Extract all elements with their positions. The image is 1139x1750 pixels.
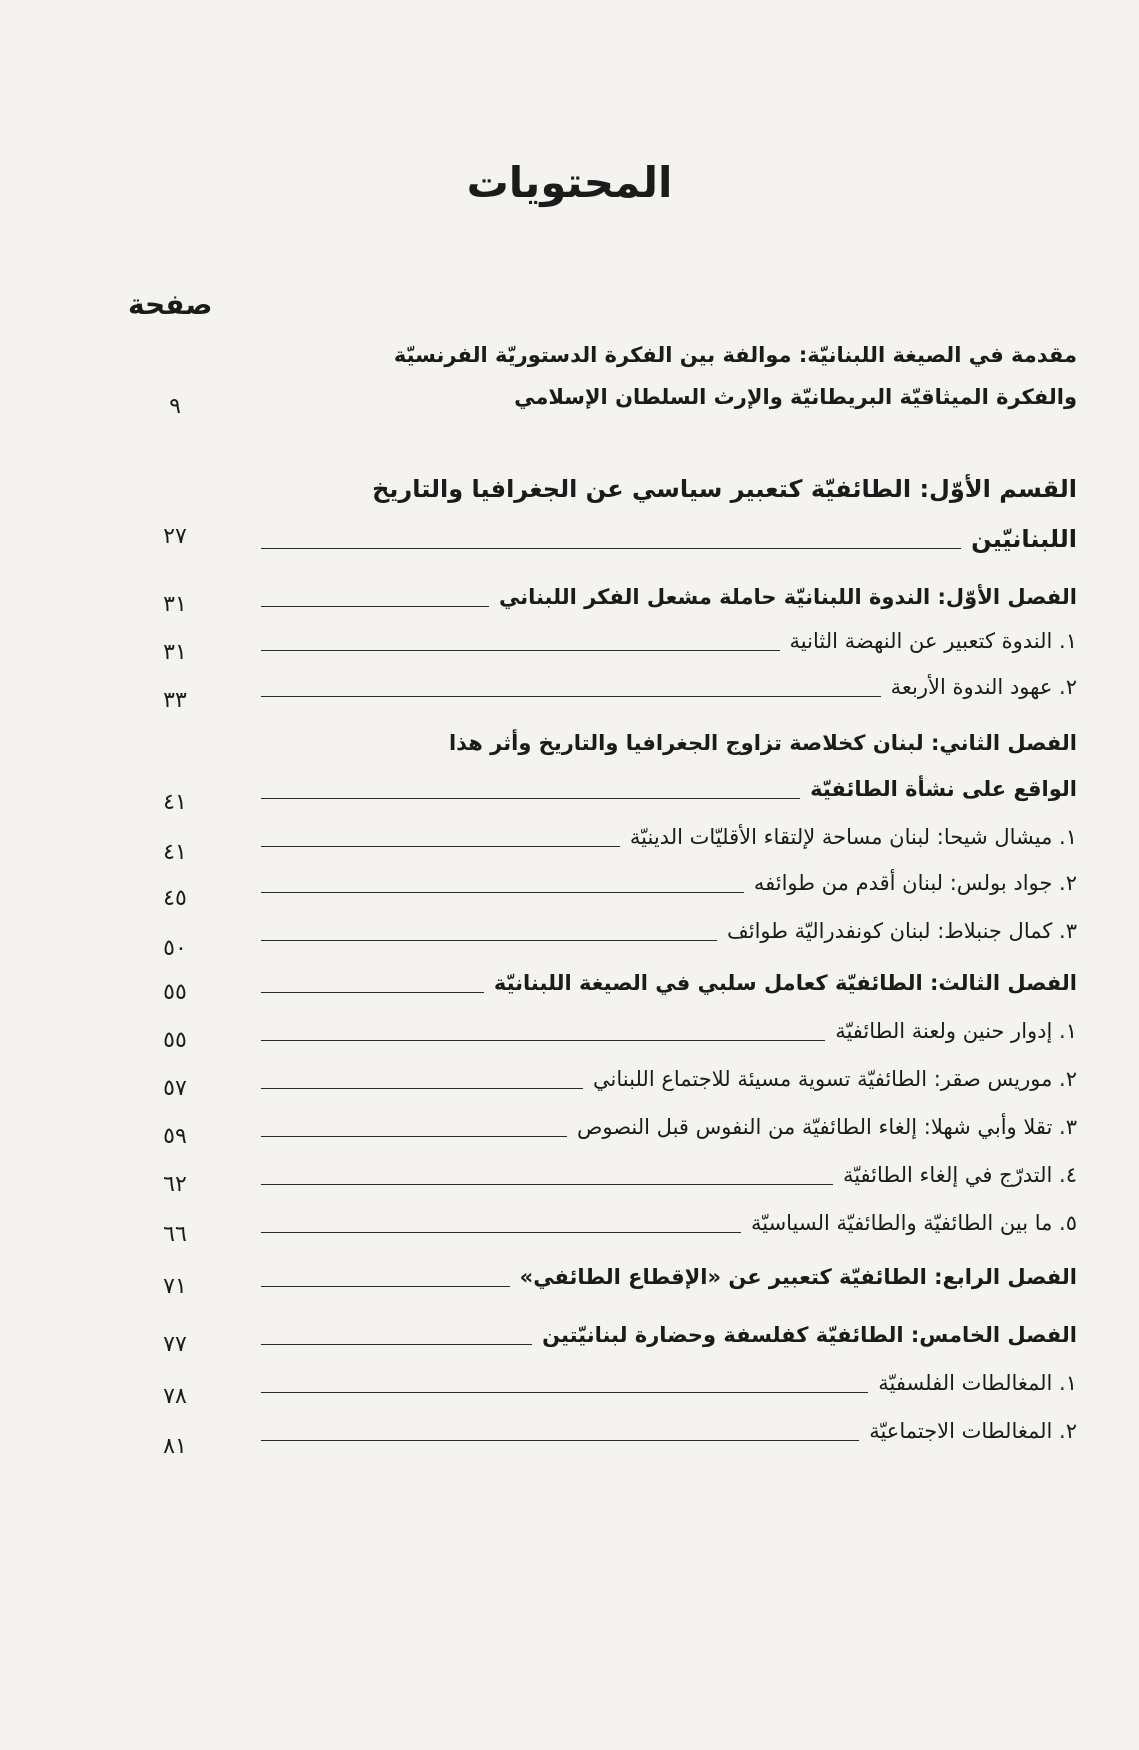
toc-entry-line xyxy=(247,1108,1077,1146)
toc-entry-text: ٤. التدرّج في إلغاء الطائفيّة xyxy=(842,1163,1077,1187)
toc-entry-text: ٢. عهود الندوة الأربعة xyxy=(890,675,1077,699)
toc-entry-text: ١. المغالطات الفلسفيّة xyxy=(878,1371,1077,1395)
toc-entry-line xyxy=(247,622,1077,660)
toc-entry-line xyxy=(247,470,1077,508)
toc-entry-text: ١. الندوة كتعبير عن النهضة الثانية xyxy=(789,629,1077,653)
toc-page-number: ٥٩ xyxy=(163,1124,187,1149)
toc-entry-text: ٢. موريس صقر: الطائفيّة تسوية مسيئة للاجتماع اللبناني xyxy=(593,1067,1077,1091)
toc-page-number: ٥٠ xyxy=(163,936,187,961)
leader-line xyxy=(261,1344,532,1345)
toc-entry-text: الفصل الرابع: الطائفيّة كتعبير عن «الإقطاع الطائفي» xyxy=(519,1265,1077,1289)
toc-entry-text: الفصل الثالث: الطائفيّة كعامل سلبي في الصيغة اللبنانيّة xyxy=(493,971,1077,995)
leader-line xyxy=(261,548,961,549)
toc-entry-line xyxy=(247,578,1077,616)
leader-line xyxy=(261,1184,833,1185)
leader-line xyxy=(261,1040,825,1041)
toc-page-number: ٤١ xyxy=(163,840,187,865)
toc-page-number: ٢٧ xyxy=(163,524,187,549)
toc-page-number: ٥٥ xyxy=(163,1028,187,1053)
toc-page-number: ٤١ xyxy=(163,790,187,815)
toc-entry-line xyxy=(247,336,1077,374)
toc-entry-line xyxy=(247,964,1077,1002)
toc-entry-line xyxy=(247,520,1077,558)
toc-page-number: ٣٣ xyxy=(163,688,187,713)
toc-page-number: ٦٢ xyxy=(163,1172,187,1197)
toc-entry-line xyxy=(247,668,1077,706)
page-column-label: صفحة xyxy=(128,288,213,321)
toc-page-number: ٤٥ xyxy=(163,886,187,911)
toc-entry-text: ٣. كمال جنبلاط: لبنان كونفدراليّة طوائف xyxy=(727,919,1077,943)
toc-page-number: ٧٨ xyxy=(163,1384,187,1409)
page-title: المحتويات xyxy=(466,158,673,207)
toc-entry-text: ٥. ما بين الطائفيّة والطائفيّة السياسيّة xyxy=(750,1211,1077,1235)
toc-entry-line xyxy=(247,378,1077,416)
toc-page-number: ٧٧ xyxy=(163,1332,187,1357)
toc-entry-text: ٢. جواد بولس: لبنان أقدم من طوائفه xyxy=(753,871,1077,895)
leader-line xyxy=(261,892,744,893)
leader-line xyxy=(261,1136,567,1137)
toc-page-number: ٧١ xyxy=(163,1274,187,1299)
toc-entry-line xyxy=(247,864,1077,902)
toc-entry-line xyxy=(247,1258,1077,1296)
toc-entry-line xyxy=(247,770,1077,808)
toc-entry-line xyxy=(247,1012,1077,1050)
toc-entry-text: الواقع على نشأة الطائفيّة xyxy=(810,777,1077,801)
toc-entry-line xyxy=(247,1156,1077,1194)
toc-entry-text: الفصل الخامس: الطائفيّة كفلسفة وحضارة لبنانيّتين xyxy=(542,1323,1077,1347)
toc-entry-line xyxy=(247,1204,1077,1242)
toc-page-number: ٥٥ xyxy=(163,980,187,1005)
leader-line xyxy=(261,1286,510,1287)
leader-line xyxy=(261,606,489,607)
toc-entry-text: والفكرة الميثاقيّة البريطانيّة والإرث السلطان الإسلامي xyxy=(514,385,1077,409)
toc-entry-line xyxy=(247,1060,1077,1098)
leader-line xyxy=(261,650,780,651)
toc-entry-text: ٣. تقلا وأبي شهلا: إلغاء الطائفيّة من النفوس قبل النصوص xyxy=(576,1115,1077,1139)
toc-page-number: ٩ xyxy=(169,394,181,419)
toc-entry-line xyxy=(247,1316,1077,1354)
toc-entry-text: ١. إدوار حنين ولعنة الطائفيّة xyxy=(835,1019,1077,1043)
toc-entry-text: ١. ميشال شيحا: لبنان مساحة لإلتقاء الأقليّات الدينيّة xyxy=(629,825,1077,849)
toc-page-number: ٥٧ xyxy=(163,1076,187,1101)
toc-entry-line xyxy=(247,912,1077,950)
leader-line xyxy=(261,846,620,847)
toc-entry-text: اللبنانيّين xyxy=(971,525,1077,553)
toc-entry-text: الفصل الأوّل: الندوة اللبنانيّة حاملة مشعل الفكر اللبناني xyxy=(498,585,1077,609)
toc-entry-line xyxy=(247,1364,1077,1402)
toc-entry-line xyxy=(247,818,1077,856)
toc-entry-line xyxy=(247,1412,1077,1450)
leader-line xyxy=(261,1088,583,1089)
leader-line xyxy=(261,1440,859,1441)
leader-line xyxy=(261,798,800,799)
leader-line xyxy=(261,1392,868,1393)
toc-entry-text: ٢. المغالطات الاجتماعيّة xyxy=(869,1419,1077,1443)
leader-line xyxy=(261,992,484,993)
toc-page-number: ٣١ xyxy=(163,592,187,617)
leader-line xyxy=(261,1232,741,1233)
toc-entry-line xyxy=(247,724,1077,762)
toc-entry-text: الفصل الثاني: لبنان كخلاصة تزاوج الجغرافيا والتاريخ وأثر هذا xyxy=(448,731,1077,755)
toc-page-number: ٦٦ xyxy=(163,1222,187,1247)
toc-entry-text: القسم الأوّل: الطائفيّة كتعبير سياسي عن الجغرافيا والتاريخ xyxy=(372,475,1077,503)
leader-line xyxy=(261,696,881,697)
toc-entry-text: مقدمة في الصيغة اللبنانيّة: موالفة بين الفكرة الدستوريّة الفرنسيّة xyxy=(393,343,1077,367)
toc-page-number: ٣١ xyxy=(163,640,187,665)
toc-page-number: ٨١ xyxy=(163,1434,187,1459)
leader-line xyxy=(261,940,717,941)
